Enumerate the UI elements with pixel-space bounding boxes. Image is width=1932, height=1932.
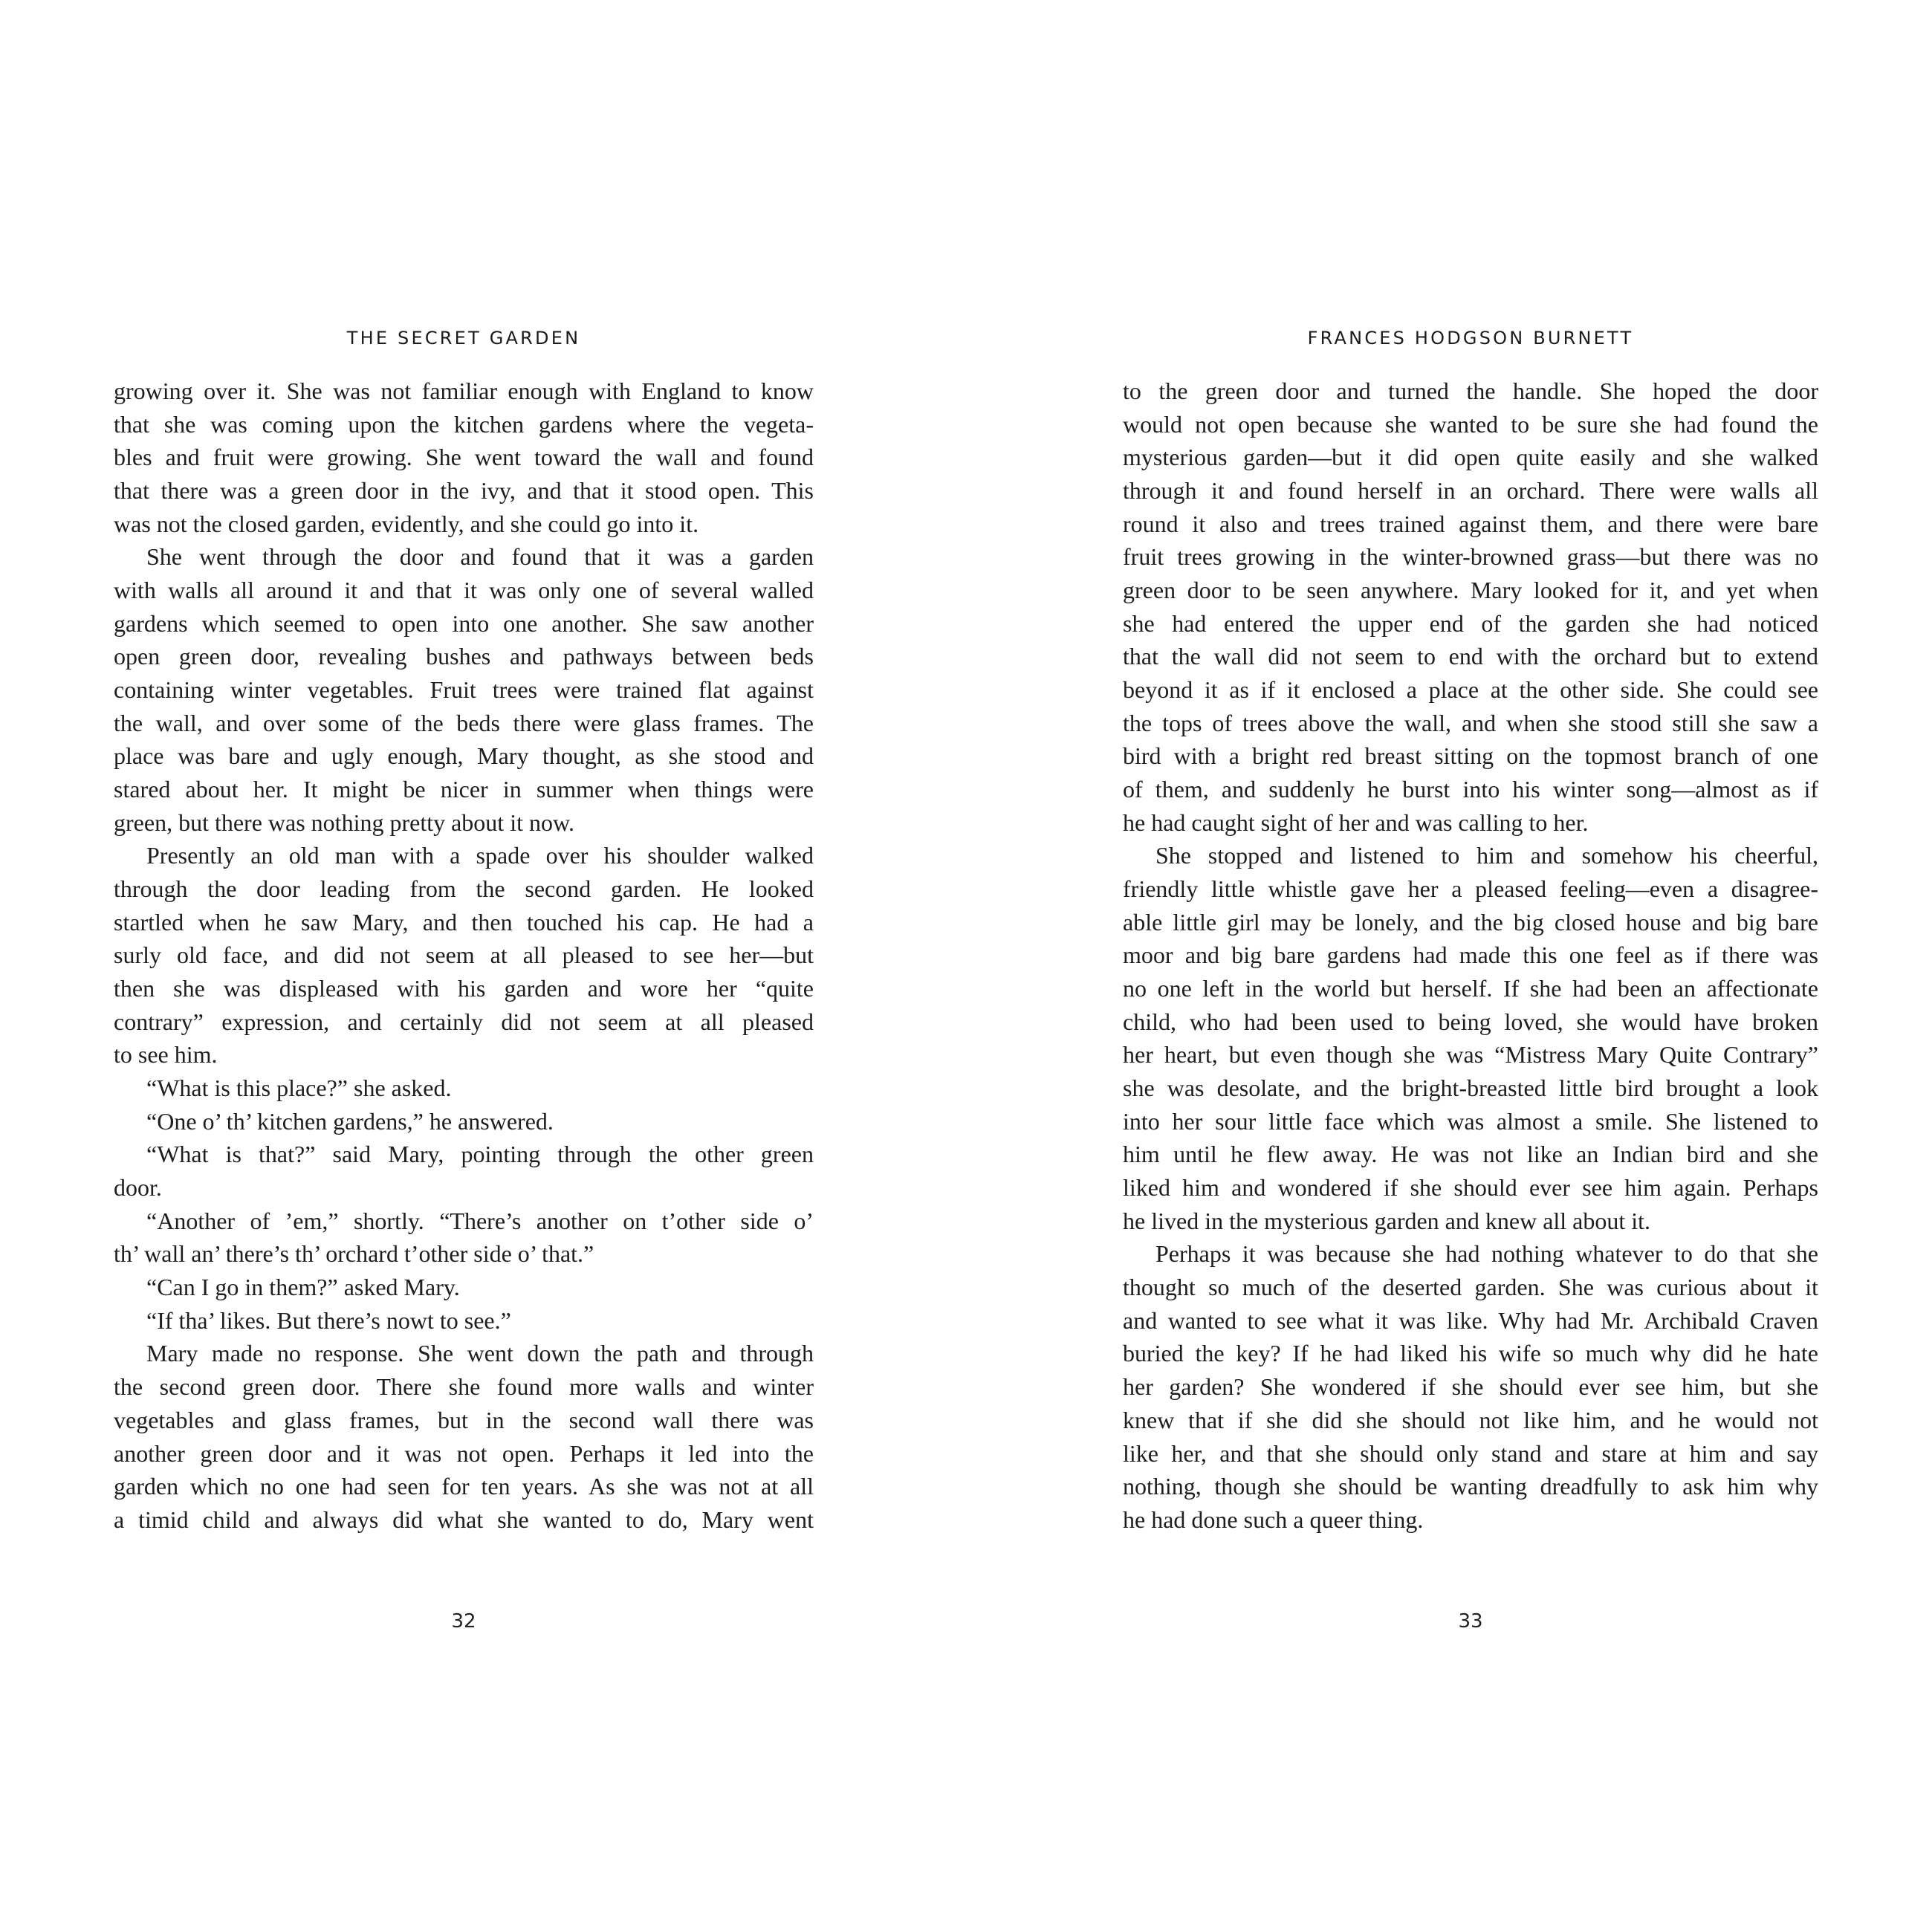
text-line: [1123, 574, 1818, 607]
text-line: [114, 540, 814, 574]
text-line: [114, 1304, 814, 1338]
text-line-content: was not the closed garden, evidently, and she could go into it.: [114, 510, 699, 537]
text-line-content: Perhaps it was because she had nothing whatever to do that she: [1155, 1240, 1818, 1268]
text-line-content: “Another of ’em,” shortly. “There’s another on t’other side o’: [146, 1207, 814, 1234]
text-line: [114, 906, 814, 939]
text-line-content: and wanted to see what it was like. Why had Mr. Archibald Craven: [1123, 1306, 1818, 1334]
text-line: [114, 1503, 814, 1537]
text-line: [114, 739, 814, 773]
text-line: [114, 1470, 814, 1503]
running-head-title: THE SECRET GARDEN: [346, 328, 581, 349]
text-line: [1123, 739, 1818, 773]
text-line-content: through it and found herself in an orchard. There were walls all: [1123, 477, 1818, 505]
page-number: 33: [1458, 1610, 1483, 1633]
text-line: [114, 972, 814, 1005]
text-line-content: that the wall did not seem to end with the orchard but to extend: [1123, 643, 1818, 670]
text-line: [114, 1337, 814, 1370]
text-line: [114, 474, 814, 508]
text-line-content: would not open because she wanted to be sure she had found the: [1123, 410, 1818, 438]
text-line: [1123, 1072, 1818, 1105]
text-line-content: nothing, though she should be wanting dreadfully to ask him why: [1123, 1473, 1818, 1500]
text-line-content: she was desolate, and the bright-breasted little bird brought a look: [1123, 1074, 1818, 1102]
text-line-content: him until he flew away. He was not like an Indian bird and she: [1123, 1141, 1818, 1168]
text-line: [114, 508, 814, 541]
text-line: [114, 441, 814, 474]
text-line-content: green, but there was nothing pretty about it now.: [114, 808, 574, 836]
text-line: [1123, 508, 1818, 541]
text-line: [114, 1437, 814, 1471]
text-line: [114, 640, 814, 673]
text-line: [114, 1271, 814, 1304]
text-line-content: thought so much of the deserted garden. She was curious about it: [1123, 1274, 1818, 1301]
text-line: [114, 408, 814, 441]
text-line: [1123, 1404, 1818, 1437]
text-line-content: the second green door. There she found more walls and winter: [114, 1373, 814, 1401]
text-line-content: to the green door and turned the handle. She hoped the door: [1123, 377, 1818, 404]
running-head-author: FRANCES HODGSON BURNETT: [1307, 328, 1634, 349]
text-line-content: that there was a green door in the ivy, and that it stood open. This: [114, 477, 814, 505]
text-line-content: with walls all around it and that it was only one of several walled: [114, 577, 814, 604]
text-line: [1123, 972, 1818, 1005]
text-line: [1123, 474, 1818, 508]
text-line-content: “One o’ th’ kitchen gardens,” he answered.: [146, 1107, 554, 1135]
text-line: [1123, 375, 1818, 408]
text-line: [1123, 1271, 1818, 1304]
text-line-content: th’ wall an’ there’s th’ orchard t’other side o’ that.”: [114, 1240, 594, 1268]
text-line: [114, 574, 814, 607]
text-line-content: another green door and it was not open. Perhaps it led into the: [114, 1439, 814, 1467]
text-line: [114, 939, 814, 972]
text-line-content: bird with a bright red breast sitting on the topmost branch of one: [1123, 742, 1818, 770]
text-line: [114, 1072, 814, 1105]
text-line: [1123, 1437, 1818, 1471]
text-line-content: Presently an old man with a spade over his shoulder walked: [146, 842, 814, 869]
text-line: [114, 1237, 814, 1271]
text-line-content: startled when he saw Mary, and then touched his cap. He had a: [114, 908, 814, 936]
text-line: [1123, 1337, 1818, 1370]
text-line-content: growing over it. She was not familiar enough with England to know: [114, 377, 814, 404]
text-line: [114, 1404, 814, 1437]
body-text: [1123, 375, 1818, 1537]
text-line: [1123, 1237, 1818, 1271]
text-line-content: friendly little whistle gave her a pleased feeling—even a disagree-: [1123, 875, 1818, 903]
text-line: [1123, 1205, 1818, 1238]
text-line: [1123, 1470, 1818, 1503]
text-line-content: through the door leading from the second garden. He looked: [114, 875, 814, 903]
text-line: [1123, 773, 1818, 806]
text-line: [1123, 707, 1818, 740]
text-line-content: She went through the door and found that it was a garden: [146, 543, 814, 571]
text-line: [1123, 1304, 1818, 1338]
text-line: [114, 773, 814, 806]
text-line: [114, 375, 814, 408]
text-line-content: “What is that?” said Mary, pointing through the other green: [146, 1141, 814, 1168]
text-line: [1123, 1138, 1818, 1171]
text-line: [114, 1038, 814, 1072]
text-line: [114, 607, 814, 641]
text-line-content: bles and fruit were growing. She went toward the wall and found: [114, 444, 814, 471]
text-line-content: door.: [114, 1174, 162, 1202]
text-line: [114, 673, 814, 707]
text-line: [114, 1171, 814, 1205]
text-line: [1123, 540, 1818, 574]
text-line: [1123, 673, 1818, 707]
text-line-content: knew that if she did she should not like him, and he would not: [1123, 1406, 1818, 1433]
text-line-content: able little girl may be lonely, and the big closed house and big bare: [1123, 908, 1818, 936]
text-line: [114, 872, 814, 906]
text-line-content: beyond it as if it enclosed a place at the other side. She could see: [1123, 676, 1818, 704]
text-line: [1123, 408, 1818, 441]
text-line-content: that she was coming upon the kitchen gardens where the vegeta-: [114, 410, 814, 438]
text-line: [114, 1205, 814, 1238]
text-line-content: buried the key? If he had liked his wife so much why did he hate: [1123, 1340, 1818, 1367]
text-line-content: “If tha’ likes. But there’s nowt to see.”: [146, 1306, 511, 1334]
text-line-content: round it also and trees trained against them, and there were bare: [1123, 510, 1818, 537]
text-line-content: her garden? She wondered if she should ever see him, but she: [1123, 1373, 1818, 1401]
page-number: 32: [451, 1610, 476, 1633]
text-line-content: liked him and wondered if she should ever see him again. Perhaps: [1123, 1174, 1818, 1202]
text-line: [114, 1105, 814, 1138]
text-line-content: like her, and that she should only stand and stare at him and say: [1123, 1439, 1818, 1467]
text-line: [114, 1370, 814, 1404]
text-line-content: moor and big bare gardens had made this one feel as if there was: [1123, 941, 1818, 969]
text-line-content: the wall, and over some of the beds there were glass frames. The: [114, 709, 814, 736]
text-line-content: place was bare and ugly enough, Mary thought, as she stood and: [114, 742, 814, 770]
text-line-content: he lived in the mysterious garden and knew all about it.: [1123, 1207, 1651, 1234]
text-line-content: he had caught sight of her and was calling to her.: [1123, 808, 1589, 836]
text-line-content: “What is this place?” she asked.: [146, 1074, 452, 1102]
text-line: [1123, 607, 1818, 641]
text-line-content: the tops of trees above the wall, and when she stood still she saw a: [1123, 709, 1818, 736]
right-page: [966, 0, 1932, 1932]
text-line-content: “Can I go in them?” asked Mary.: [146, 1274, 460, 1301]
text-line-content: she had entered the upper end of the garden she had noticed: [1123, 609, 1818, 637]
text-line-content: open green door, revealing bushes and pathways between beds: [114, 643, 814, 670]
body-text: [114, 375, 814, 1537]
text-line-content: contrary” expression, and certainly did not seem at all pleased: [114, 1008, 814, 1035]
text-line-content: child, who had been used to being loved, she would have broken: [1123, 1008, 1818, 1035]
text-line-content: her heart, but even though she was “Mistress Mary Quite Contrary”: [1123, 1041, 1818, 1069]
text-line: [1123, 1370, 1818, 1404]
text-line-content: stared about her. It might be nicer in summer when things were: [114, 776, 814, 803]
text-line-content: surly old face, and did not seem at all pleased to see her—but: [114, 941, 814, 969]
text-line: [1123, 1005, 1818, 1039]
text-line: [1123, 441, 1818, 474]
text-line-content: She stopped and listened to him and somehow his cheerful,: [1155, 842, 1818, 869]
text-line-content: to see him.: [114, 1041, 218, 1069]
text-line: [1123, 640, 1818, 673]
text-line: [1123, 1105, 1818, 1138]
text-line-content: a timid child and always did what she wanted to do, Mary went: [114, 1505, 814, 1533]
text-line-content: of them, and suddenly he burst into his winter song—almost as if: [1123, 776, 1818, 803]
text-line-content: green door to be seen anywhere. Mary looked for it, and yet when: [1123, 577, 1818, 604]
text-line: [1123, 1503, 1818, 1537]
text-line-content: mysterious garden—but it did open quite easily and she walked: [1123, 444, 1818, 471]
text-line-content: he had done such a queer thing.: [1123, 1505, 1424, 1533]
text-line-content: gardens which seemed to open into one another. She saw another: [114, 609, 814, 637]
text-line-content: Mary made no response. She went down the path and through: [146, 1340, 814, 1367]
text-line: [114, 806, 814, 840]
text-line: [1123, 872, 1818, 906]
text-line-content: no one left in the world but herself. If she had been an affectionate: [1123, 975, 1818, 1002]
text-line-content: into her sour little face which was almost a smile. She listened to: [1123, 1107, 1818, 1135]
text-line: [1123, 906, 1818, 939]
text-line: [1123, 939, 1818, 972]
text-line-content: containing winter vegetables. Fruit trees were trained flat against: [114, 676, 814, 704]
text-line: [1123, 806, 1818, 840]
text-line: [1123, 1171, 1818, 1205]
text-line-content: garden which no one had seen for ten years. As she was not at all: [114, 1473, 814, 1500]
text-line: [1123, 839, 1818, 872]
text-line: [114, 1138, 814, 1171]
text-line-content: vegetables and glass frames, but in the second wall there was: [114, 1406, 814, 1433]
text-line: [114, 1005, 814, 1039]
text-line: [114, 839, 814, 872]
text-line: [114, 707, 814, 740]
text-line: [1123, 1038, 1818, 1072]
text-line-content: fruit trees growing in the winter-browned grass—but there was no: [1123, 543, 1818, 571]
text-line-content: then she was displeased with his garden and wore her “quite: [114, 975, 814, 1002]
